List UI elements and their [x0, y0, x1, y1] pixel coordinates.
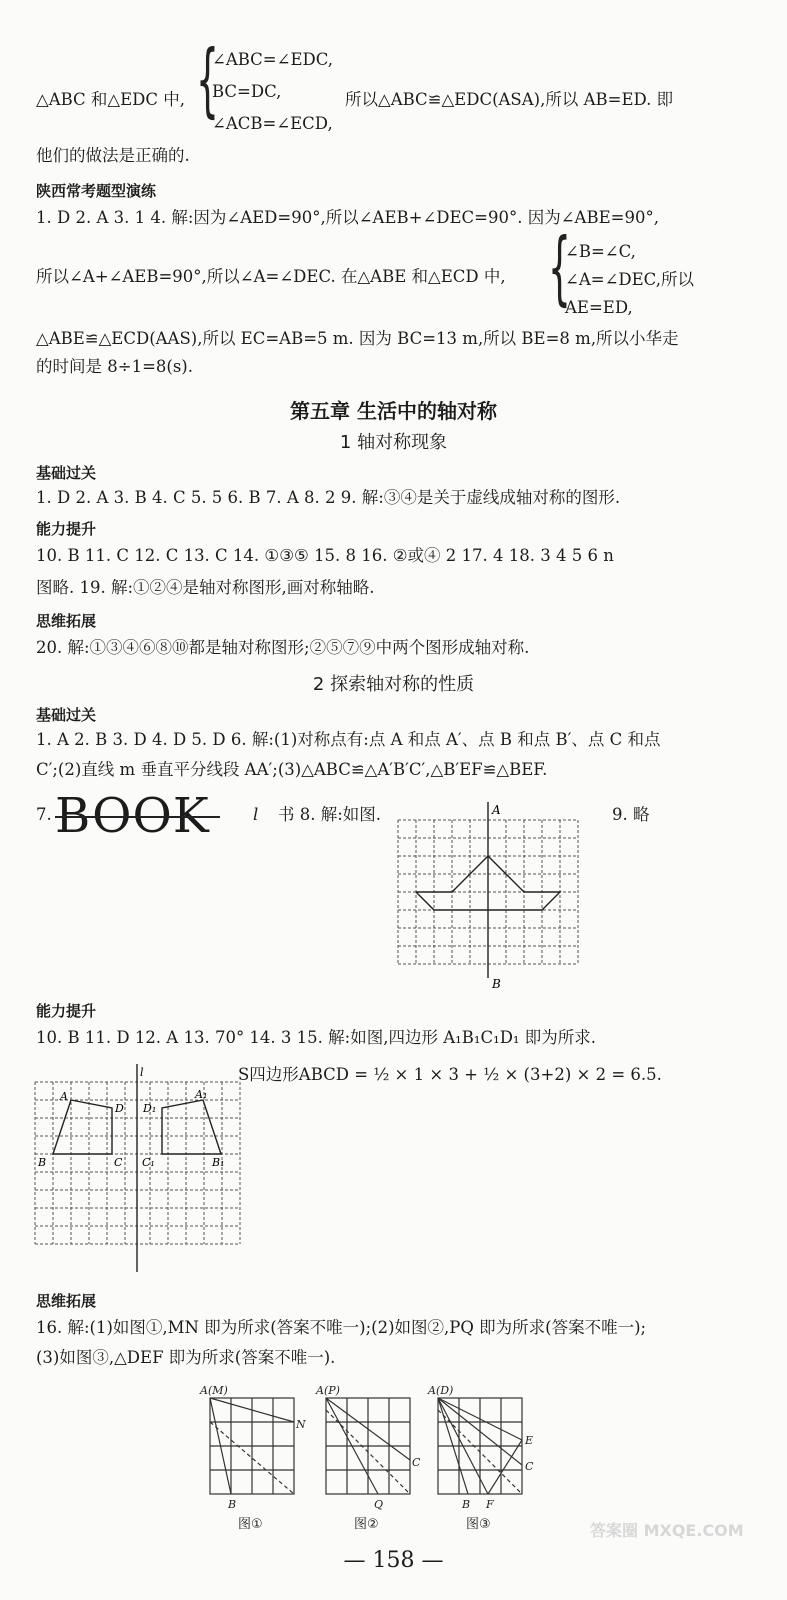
answer-line: 书 8. 解:如图.: [278, 805, 382, 824]
fig-caption: 图①: [238, 1517, 263, 1532]
fig15-label: C₁: [142, 1156, 155, 1169]
answer-line: △ABE≌△ECD(AAS),所以 EC=AB=5 m. 因为 BC=13 m,所以 BE=8 m,所以小华走: [36, 329, 679, 348]
fig15-label: D: [115, 1102, 124, 1115]
answer-line: 16. 解:(1)如图①,MN 即为所求(答案不唯一);(2)如图②,PQ 即为所求(答案不唯一);: [36, 1318, 647, 1337]
brace-symbol: {: [548, 221, 571, 314]
fig1-label: A(M): [200, 1384, 228, 1397]
subsection-heading: 基础过关: [36, 464, 97, 482]
fig3-label: B: [462, 1498, 471, 1511]
fig1-label: N: [296, 1418, 306, 1431]
section-heading: 陕西常考题型演练: [36, 182, 157, 200]
answer-line: 20. 解:①③④⑥⑧⑩都是轴对称图形;②⑤⑦⑨中两个图形成轴对称.: [36, 638, 530, 657]
fig8-label-b: B: [492, 977, 501, 990]
fig3-label: A(D): [428, 1384, 454, 1397]
shaanxi-brace-lines: [565, 238, 694, 322]
area-formula: S四边形ABCD = ½ × 1 × 3 + ½ × (3+2) × 2 = 6.5.: [238, 1065, 662, 1084]
shaanxi-brace-line: ∠A=∠DEC,所以: [565, 270, 694, 289]
subsection-heading: 能力提升: [36, 520, 97, 538]
shaanxi-brace-line: ∠B=∠C,: [565, 242, 636, 261]
answer-line: 1. A 2. B 3. D 4. D 5. D 6. 解:(1)对称点有:点 A 和点 A′、点 B 和点 B′、点 C 和点: [36, 730, 661, 749]
shaanxi-brace-line: AE=ED,: [565, 298, 633, 317]
subsection-heading: 思维拓展: [36, 1292, 97, 1310]
answer-line: 所以∠A+∠AEB=90°,所以∠A=∠DEC. 在△ABE 和△ECD 中,: [36, 267, 506, 286]
intro-end: 他们的做法是正确的.: [36, 146, 190, 165]
q16-figures: [198, 1380, 618, 1540]
fig15-label: B₁: [212, 1156, 225, 1169]
subsection-heading: 基础过关: [36, 706, 97, 724]
answer-line: 的时间是 8÷1=8(s).: [36, 357, 193, 376]
fig2-label: Q: [374, 1498, 384, 1511]
page-number: — 158 —: [343, 1548, 444, 1573]
fig15-label: l: [140, 1066, 144, 1079]
fig3-label: E: [525, 1434, 534, 1447]
intro-brace-lines: [212, 44, 333, 140]
fig2-label: A(P): [316, 1384, 340, 1397]
intro-brace-line: ∠ACB=∠ECD,: [212, 114, 333, 133]
chapter-title: 第五章 生活中的轴对称: [290, 399, 497, 423]
fig2-label: C: [412, 1456, 421, 1469]
fig15-label: A: [60, 1090, 68, 1103]
intro-tail: 所以△ABC≌△EDC(ASA),所以 AB=ED. 即: [345, 90, 674, 109]
fig3-label: F: [486, 1498, 494, 1511]
fig-caption: 图③: [466, 1517, 491, 1532]
book-figure: BOOK: [55, 788, 210, 844]
answer-line: 10. B 11. D 12. A 13. 70° 14. 3 15. 解:如图,四边形 A₁B₁C₁D₁ 即为所求.: [36, 1028, 597, 1047]
fig1-label: B: [228, 1498, 237, 1511]
fig-caption: 图②: [354, 1517, 379, 1532]
q15-grid-figure: [30, 1062, 245, 1282]
answer-line: C′;(2)直线 m 垂直平分线段 AA′;(3)△ABC≌△A′B′C′,△B′EF≌△BEF.: [36, 760, 548, 779]
fig15-label: C: [114, 1156, 123, 1169]
answer-line: (3)如图③,△DEF 即为所求(答案不唯一).: [36, 1348, 336, 1367]
answer-line: 10. B 11. C 12. C 13. C 14. ①③⑤ 15. 8 16. ②或④ 2 17. 4 18. 3 4 5 6 n: [36, 546, 614, 565]
answer-line: 图略. 19. 解:①②④是轴对称图形,画对称轴略.: [36, 578, 375, 597]
question-7-label: 7.: [36, 805, 52, 824]
intro-lead: △ABC 和△EDC 中,: [36, 90, 185, 109]
intro-brace-line: BC=DC,: [212, 82, 282, 101]
answer-line: 1. D 2. A 3. B 4. C 5. 5 6. B 7. A 8. 2 9. 解:③④是关于虚线成轴对称的图形.: [36, 488, 621, 507]
fig15-label: B: [38, 1156, 47, 1169]
subsection-heading: 能力提升: [36, 1002, 97, 1020]
fig8-label-a: A: [492, 803, 501, 817]
fig3-label: C: [525, 1460, 534, 1473]
brace-symbol: {: [196, 33, 219, 126]
intro-brace-line: ∠ABC=∠EDC,: [212, 50, 334, 69]
section-title: 2 探索轴对称的性质: [312, 674, 475, 695]
fig15-label: A₁: [195, 1088, 208, 1101]
q8-grid-figure: [390, 800, 590, 990]
axis-label: l: [253, 805, 259, 824]
answer-line: 1. D 2. A 3. 1 4. 解:因为∠AED=90°,所以∠AEB+∠DEC=90°. 因为∠ABE=90°,: [36, 208, 659, 227]
section-title: 1 轴对称现象: [339, 432, 448, 453]
answer-line: 9. 略: [612, 805, 650, 824]
watermark: 答案圈 MXQE.COM: [590, 1521, 744, 1540]
fig15-label: D₁: [143, 1102, 157, 1115]
subsection-heading: 思维拓展: [36, 612, 97, 630]
